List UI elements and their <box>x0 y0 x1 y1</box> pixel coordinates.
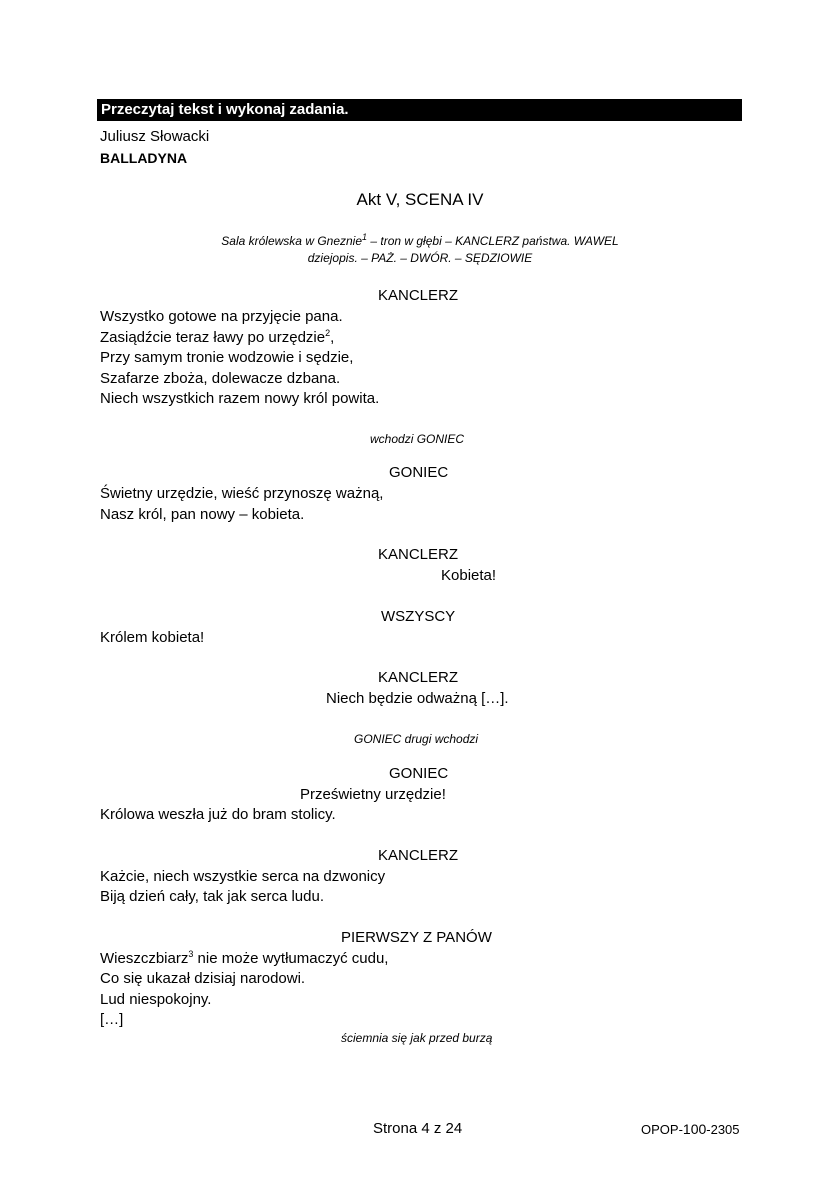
exam-code-mid: 100 <box>682 1121 707 1137</box>
scene-description-line2: dziejopis. – PAŻ. – DWÓR. – SĘDZIOWIE <box>307 251 533 265</box>
speaker-pierwszy-z-panow: PIERWSZY Z PANÓW <box>341 929 492 946</box>
speaker-kanclerz: KANCLERZ <box>378 287 459 304</box>
verse-line-text: Wieszczbiarz <box>100 950 189 967</box>
verse-line: Nasz król, pan nowy – kobieta. <box>100 506 305 523</box>
speaker-wszyscy: WSZYSCY <box>381 608 456 625</box>
verse-line: Biją dzień cały, tak jak serca ludu. <box>100 888 324 905</box>
stage-direction: GONIEC drugi wchodzi <box>354 732 479 746</box>
speaker-kanclerz: KANCLERZ <box>378 847 459 864</box>
page-number: Strona 4 z 24 <box>373 1120 463 1137</box>
footnote-ref-2: 2 <box>325 328 331 338</box>
verse-line-punct: , <box>330 329 335 346</box>
scene-description-line1-pre: Sala królewska w Gneznie <box>221 234 363 248</box>
instruction-bar: Przeczytaj tekst i wykonaj zadania. <box>97 99 742 121</box>
verse-line: Szafarze zboża, dolewacze dzbana. <box>100 370 341 387</box>
verse-line: Niech będzie odważną […]. <box>326 690 509 707</box>
verse-line: Kobieta! <box>441 567 497 584</box>
exam-code-prefix: OPOP- <box>641 1122 683 1137</box>
verse-line: Przy samym tronie wodzowie i sędzie, <box>100 349 354 366</box>
verse-line: Niech wszystkich razem nowy król powita. <box>100 390 380 407</box>
scene-description-line1-post: – tron w głębi – KANCLERZ państwa. WAWEL <box>367 234 619 248</box>
exam-code <box>641 1121 740 1137</box>
scene-description <box>0 233 840 267</box>
work-title: BALLADYNA <box>100 150 188 166</box>
exam-code-suffix: -2305 <box>706 1122 740 1137</box>
verse-line: Lud niespokojny. <box>100 991 212 1008</box>
verse-line <box>100 950 388 967</box>
verse-line <box>100 329 334 346</box>
verse-line: Co się ukazał dzisiaj narodowi. <box>100 970 306 987</box>
speaker-goniec: GONIEC <box>389 464 449 481</box>
stage-direction: ściemnia się jak przed burzą <box>341 1031 493 1045</box>
verse-line: Wszystko gotowe na przyjęcie pana. <box>100 308 343 325</box>
verse-line: Prześwietny urzędzie! <box>300 786 446 803</box>
speaker-kanclerz: KANCLERZ <box>378 546 459 563</box>
verse-line-text: Zasiądźcie teraz ławy po urzędzie <box>100 329 326 346</box>
verse-line: Świetny urzędzie, wieść przynoszę ważną, <box>100 485 384 502</box>
verse-line-text: nie może wytłumaczyć cudu, <box>193 950 389 967</box>
verse-line: Królem kobieta! <box>100 629 205 646</box>
author-name: Juliusz Słowacki <box>100 128 210 145</box>
stage-direction: wchodzi GONIEC <box>370 432 465 446</box>
verse-line: […] <box>100 1011 124 1028</box>
footnote-ref-1: 1 <box>362 232 368 242</box>
speaker-kanclerz: KANCLERZ <box>378 669 459 686</box>
footnote-ref-3: 3 <box>188 949 194 959</box>
verse-line: Każcie, niech wszystkie serca na dzwonicy <box>100 868 386 885</box>
verse-line: Królowa weszła już do bram stolicy. <box>100 806 336 823</box>
act-scene-heading: Akt V, SCENA IV <box>356 190 484 209</box>
speaker-goniec: GONIEC <box>389 765 449 782</box>
